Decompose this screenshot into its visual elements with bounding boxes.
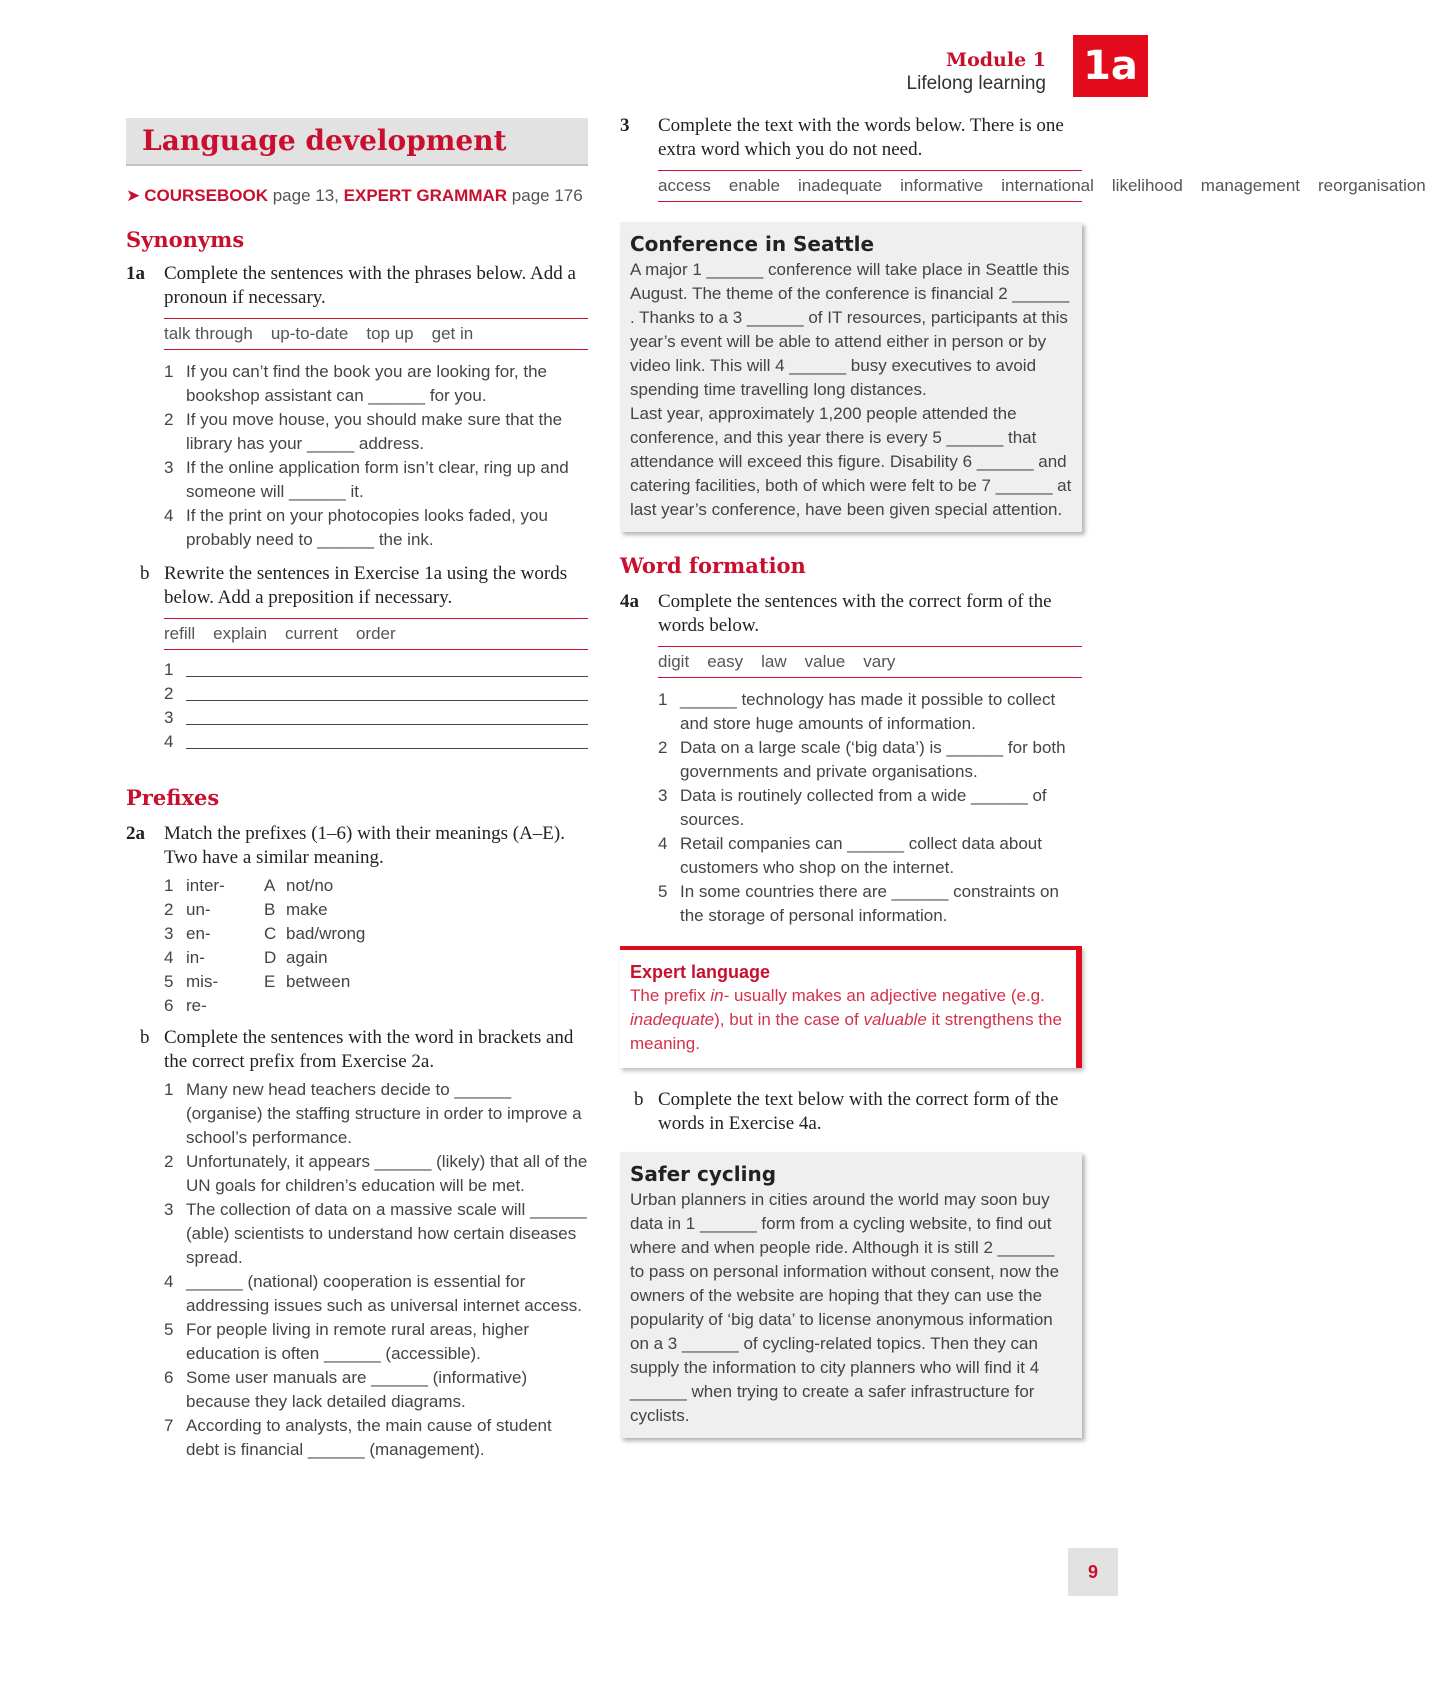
item-text: Many new head teachers decide to ______ (organise) the staffing structure in order to improve a school’s performance. — [186, 1080, 582, 1147]
word-option: likelihood — [1111, 176, 1183, 195]
item-number: 1 — [658, 690, 668, 709]
exercise-1a-items — [164, 360, 588, 552]
item-text: According to analysts, the main cause of student debt is financial ______ (management). — [186, 1416, 552, 1459]
exercise-item — [164, 360, 588, 408]
answer-blank[interactable] — [186, 700, 588, 701]
instruction-text: Complete the sentences with the correct form of the words below. — [658, 591, 1052, 636]
module-subtitle: Lifelong learning — [906, 73, 1046, 94]
word-option: vary — [863, 652, 896, 671]
line-number: 4 — [164, 732, 174, 751]
instruction-text: Complete the sentences with the phrases below. Add a pronoun if necessary. — [164, 263, 576, 308]
exercise-item — [658, 880, 1082, 928]
word-option: easy — [707, 652, 744, 671]
item-text: Unfortunately, it appears ______ (likely) that all of the UN goals for children’s education will be met. — [186, 1152, 588, 1195]
exercise-item — [164, 1270, 588, 1318]
match-entry — [264, 946, 365, 970]
exercise-number: b — [140, 1027, 150, 1048]
entry-label: D — [264, 948, 277, 967]
coursebook-reference — [126, 186, 588, 206]
exercise-3-instruction — [620, 114, 1082, 162]
item-text: ______ (national) cooperation is essential for addressing issues such as universal internet access. — [186, 1272, 582, 1315]
page-number: 9 — [1068, 1548, 1118, 1596]
word-option: order — [355, 624, 396, 643]
exercise-item — [164, 408, 588, 456]
word-box-1a — [164, 318, 588, 350]
entry-label: B — [264, 900, 276, 919]
entry-text: in- — [186, 948, 205, 967]
entry-label: 1 — [164, 876, 174, 895]
word-option: digit — [658, 652, 690, 671]
item-text: For people living in remote rural areas, higher education is often ______ (accessible). — [186, 1320, 530, 1363]
coursebook-page: page 13, — [272, 186, 339, 205]
module-label: Module 1 — [946, 49, 1046, 71]
exercise-item — [164, 1198, 588, 1270]
item-number: 5 — [658, 882, 668, 901]
item-text: Data is routinely collected from a wide ______ of sources. — [680, 786, 1047, 829]
word-option: access — [658, 176, 711, 195]
entry-text: un- — [186, 900, 211, 919]
answer-blank[interactable] — [186, 724, 588, 725]
exercise-number: 1a — [126, 263, 145, 284]
exercise-item — [164, 1318, 588, 1366]
exercise-item — [658, 832, 1082, 880]
match-entry — [164, 994, 264, 1018]
word-option: top up — [366, 324, 414, 343]
match-entry — [264, 898, 365, 922]
unit-badge: 1a — [1073, 35, 1148, 97]
exercise-4b-instruction — [620, 1088, 1082, 1136]
exercise-2b-instruction — [126, 1026, 588, 1074]
word-option: refill — [164, 624, 196, 643]
word-option: law — [761, 652, 787, 671]
exercise-2b-items — [164, 1078, 588, 1462]
cycling-paragraph: Urban planners in cities around the world may soon buy data in 1 ______ form from a cycling website, to find out where and when people ride. Although it is still 2 ______ to pass on personal information without consent, now the owners of the website are hoping that they can use the popularity of ‘big data’ to license anonymous information on a 3 ______ of cycling-related topics. Then they can supply the information to city planners who will find it 4 ______ when trying to create a safer infrastructure for cyclists. — [630, 1190, 1060, 1425]
entry-text: mis- — [186, 972, 219, 991]
instruction-text: Complete the sentences with the word in brackets and the correct prefix from Exercise 2a. — [164, 1027, 574, 1072]
match-entry — [164, 898, 264, 922]
match-entry — [264, 922, 365, 946]
word-option: talk through — [164, 324, 253, 343]
answer-line[interactable] — [164, 730, 588, 754]
instruction-text: Complete the text with the words below. There is one extra word which you do not need. — [658, 115, 1064, 160]
item-number: 3 — [164, 1200, 174, 1219]
item-number: 4 — [164, 506, 174, 525]
expert-grammar-page: page 176 — [511, 186, 583, 205]
right-column — [620, 114, 1426, 1438]
answer-line[interactable] — [164, 706, 588, 730]
word-option: inadequate — [797, 176, 883, 195]
word-formation-heading: Word formation — [620, 553, 806, 578]
word-option: value — [804, 652, 846, 671]
item-text: Some user manuals are ______ (informative) because they lack detailed diagrams. — [186, 1368, 528, 1411]
expert-grammar-label: EXPERT GRAMMAR — [343, 186, 508, 205]
exercise-number: 2a — [126, 823, 145, 844]
expert-language-title: Expert language — [630, 962, 771, 982]
word-option: management — [1200, 176, 1301, 195]
exercise-item — [164, 1078, 588, 1150]
entry-text: bad/wrong — [286, 924, 366, 943]
entry-text: between — [286, 972, 351, 991]
exercise-item — [658, 688, 1082, 736]
answer-blank[interactable] — [186, 676, 588, 677]
instruction-text: Complete the text below with the correct form of the words in Exercise 4a. — [658, 1089, 1059, 1134]
entry-label: C — [264, 924, 277, 943]
word-box-1b — [164, 618, 588, 650]
expert-language-text: The prefix in- usually makes an adjective negative (e.g. inadequate), but in the case of valuable it strengthens the meaning. — [630, 986, 1062, 1053]
coursebook-label: COURSEBOOK — [144, 186, 268, 205]
item-number: 1 — [164, 1080, 174, 1099]
exercise-item — [164, 1150, 588, 1198]
exercise-item — [658, 784, 1082, 832]
line-number: 1 — [164, 660, 174, 679]
entry-label: E — [264, 972, 276, 991]
item-number: 2 — [164, 410, 174, 429]
entry-label: 2 — [164, 900, 174, 919]
entry-text: not/no — [286, 876, 334, 895]
entry-label: 4 — [164, 948, 174, 967]
match-entry — [164, 946, 264, 970]
word-option: international — [1001, 176, 1094, 195]
page-header — [907, 48, 1046, 96]
conference-paragraph-1: A major 1 ______ conference will take place in Seattle this August. The theme of the conference is financial 2 ______ . Thanks to a 3 ______ of IT resources, participants at this year’s event will be able to attend either in person or by video link. This will 4 ______ busy executives to avoid spending time travelling long distances. — [630, 260, 1070, 399]
entry-text: make — [286, 900, 328, 919]
exercise-number: b — [140, 563, 150, 584]
conference-title: Conference in Seattle — [630, 232, 875, 256]
cycling-text-box — [620, 1152, 1082, 1438]
item-number: 2 — [164, 1152, 174, 1171]
item-number: 4 — [658, 834, 668, 853]
conference-text-box — [620, 222, 1082, 532]
exercise-item — [164, 504, 588, 552]
item-number: 3 — [658, 786, 668, 805]
entry-text: again — [286, 948, 328, 967]
entry-text: inter- — [186, 876, 225, 895]
word-box-4a — [658, 646, 1082, 678]
exercise-item — [658, 736, 1082, 784]
left-column — [126, 118, 588, 1462]
arrow-right-icon: ➤ — [126, 186, 141, 205]
item-text: Data on a large scale (‘big data’) is ______ for both governments and private organisations. — [680, 738, 1066, 781]
item-number: 5 — [164, 1320, 174, 1339]
answer-lines-1b — [164, 658, 588, 754]
answer-blank[interactable] — [186, 748, 588, 749]
item-text: If you move house, you should make sure that the library has your _____ address. — [186, 410, 563, 453]
cycling-title: Safer cycling — [630, 1162, 777, 1186]
item-number: 6 — [164, 1368, 174, 1387]
word-option: enable — [728, 176, 780, 195]
word-option: reorganisation — [1318, 176, 1426, 195]
match-entry — [164, 970, 264, 994]
item-text: ______ technology has made it possible to collect and store huge amounts of information. — [680, 690, 1056, 733]
exercise-1a-instruction — [126, 262, 588, 310]
section-title: Language development — [142, 124, 507, 157]
entry-label: A — [264, 876, 276, 895]
prefixes-heading: Prefixes — [126, 785, 220, 810]
exercise-4a-items — [658, 688, 1082, 928]
item-number: 7 — [164, 1416, 174, 1435]
word-option: get in — [431, 324, 474, 343]
prefix-matching — [164, 874, 588, 1018]
item-number: 4 — [164, 1272, 174, 1291]
line-number: 3 — [164, 708, 174, 727]
exercise-item — [164, 1414, 588, 1462]
exercise-2a-instruction — [126, 822, 588, 870]
exercise-item — [164, 456, 588, 504]
item-text: In some countries there are ______ constraints on the storage of personal information. — [680, 882, 1059, 925]
entry-text: en- — [186, 924, 211, 943]
match-entry — [164, 922, 264, 946]
exercise-4a-instruction — [620, 590, 1082, 638]
meaning-list — [264, 874, 365, 1018]
exercise-1b-instruction — [126, 562, 588, 610]
word-option: current — [285, 624, 338, 643]
entry-text: re- — [186, 996, 207, 1015]
item-text: If the print on your photocopies looks faded, you probably need to ______ the ink. — [186, 506, 548, 549]
expert-language-box — [620, 946, 1082, 1068]
conference-paragraph-2: Last year, approximately 1,200 people attended the conference, and this year there is every 5 ______ that attendance will exceed this figure. Disability 6 ______ and catering facilities, both of which were felt to be 7 ______ at last year’s conference, have been given special attention. — [630, 404, 1072, 519]
match-entry — [264, 874, 365, 898]
item-text: If you can’t find the book you are looking for, the bookshop assistant can ______ for you. — [186, 362, 548, 405]
synonyms-heading: Synonyms — [126, 227, 245, 252]
exercise-item — [164, 1366, 588, 1414]
entry-label: 6 — [164, 996, 174, 1015]
exercise-number: 4a — [620, 591, 639, 612]
item-number: 3 — [164, 458, 174, 477]
answer-line[interactable] — [164, 658, 588, 682]
instruction-text: Match the prefixes (1–6) with their meanings (A–E). Two have a similar meaning. — [164, 823, 565, 868]
prefix-list — [164, 874, 264, 1018]
item-number: 1 — [164, 362, 174, 381]
match-entry — [164, 874, 264, 898]
answer-line[interactable] — [164, 682, 588, 706]
word-option: up-to-date — [270, 324, 349, 343]
word-box-3 — [658, 170, 1426, 202]
word-option: explain — [213, 624, 268, 643]
exercise-number: b — [634, 1089, 644, 1110]
exercise-number: 3 — [620, 115, 630, 136]
instruction-text: Rewrite the sentences in Exercise 1a using the words below. Add a preposition if necessary. — [164, 563, 568, 608]
item-number: 2 — [658, 738, 668, 757]
word-option: informative — [900, 176, 984, 195]
entry-label: 5 — [164, 972, 174, 991]
entry-label: 3 — [164, 924, 174, 943]
item-text: Retail companies can ______ collect data about customers who shop on the internet. — [680, 834, 1042, 877]
item-text: If the online application form isn’t clear, ring up and someone will ______ it. — [186, 458, 569, 501]
section-title-bar — [126, 118, 588, 166]
match-entry — [264, 970, 365, 994]
line-number: 2 — [164, 684, 174, 703]
item-text: The collection of data on a massive scale will ______ (able) scientists to understand how certain diseases spread. — [186, 1200, 587, 1267]
